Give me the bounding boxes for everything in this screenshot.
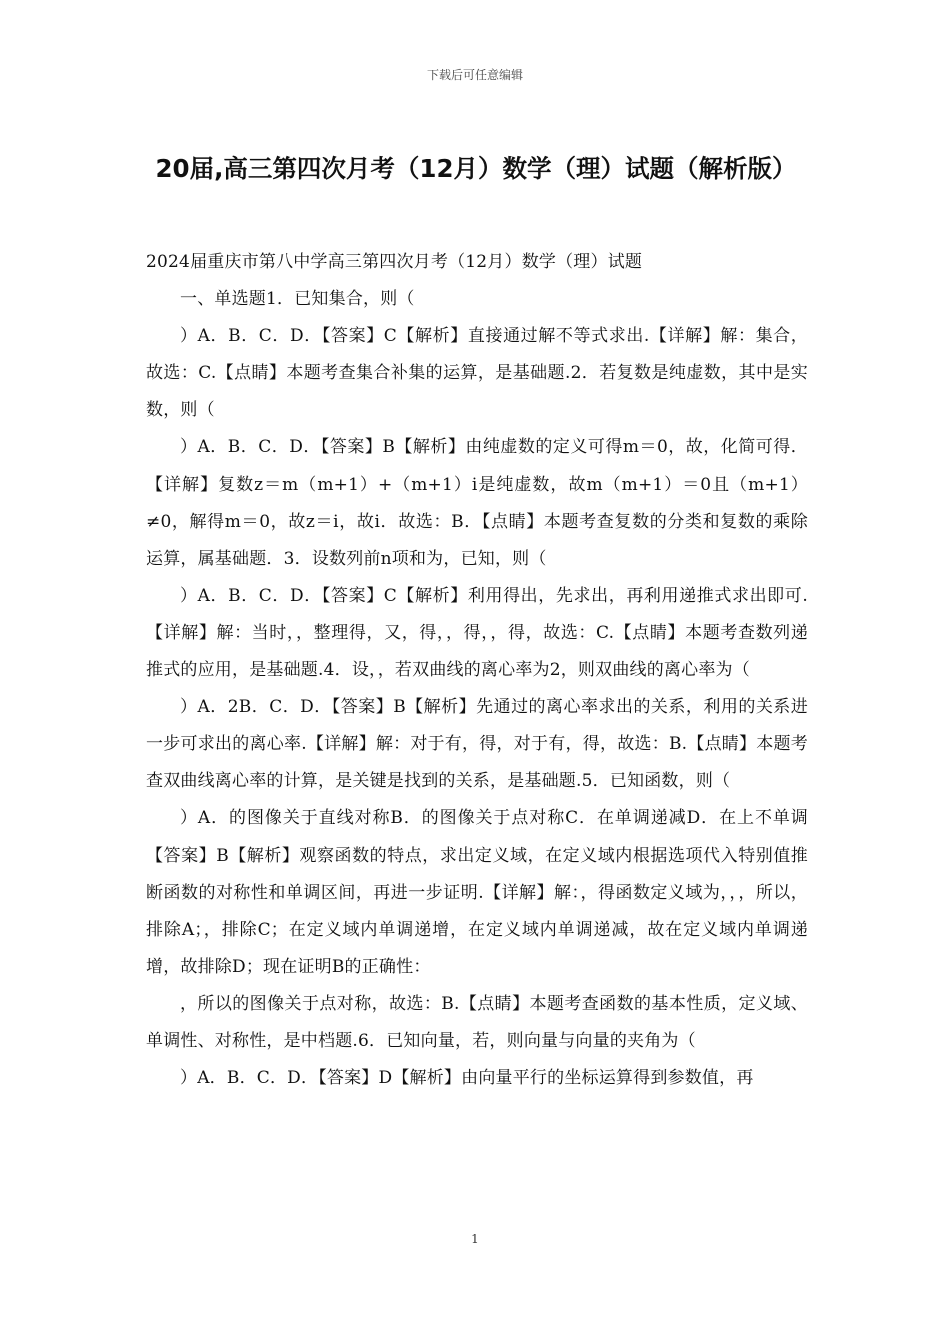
paragraph: ，所以的图像关于点对称，故选：B.【点睛】本题考查函数的基本性质，定义域、单调性、对称性，是中档题.6．已知向量，若，则向量与向量的夹角为（ [146,993,808,1051]
paragraph: ）A．B．C．D．【答案】C【解析】直接通过解不等式求出.【详解】解：集合，故选：C.【点睛】本题考查集合补集的运算，是基础题.2．若复数是纯虚数，其中是实数，则（ [146,326,808,421]
page-number: 1 [471,1232,479,1246]
paragraph: ）A．的图像关于直线对称B．的图像关于点对称C．在单调递减D．在上不单调【答案】B【解析】观察函数的特点，求出定义域，在定义域内根据选项代入特别值推断函数的对称性和单调区间，再进一步证明.【详解】解：，得函数定义域为，，，所以，排除A；，排除C；在定义域内单调递增，在定义域内单调递减，故在定义域内单调递增，故排除D；现在证明B的正确性： [146,808,808,977]
document-title: 20届,高三第四次月考（12月）数学（理）试题（解析版） [155,154,797,183]
paragraph: ）A．B．C．D．【答案】B【解析】由纯虚数的定义可得m＝0，故，化简可得．【详解】复数z＝m（m+1）+（m+1）i是纯虚数，故m（m+1）＝0且（m+1）≠0，解得m＝0，故z＝i，故i．故选：B．【点睛】本题考查复数的分类和复数的乘除运算，属基础题．3．设数列前n项和为，已知，则（ [146,437,808,569]
paragraph: ）A．B．C．D．【答案】D【解析】由向量平行的坐标运算得到参数值，再 [180,1068,754,1089]
paragraph: ）A．B．C．D．【答案】C【解析】利用得出，先求出，再利用递推式求出即可.【详解】解：当时，，整理得，又，得，，得，，得，故选：C.【点睛】本题考查数列递推式的应用，是基础题.4．设，，若双曲线的离心率为2，则双曲线的离心率为（ [146,585,808,681]
document-body [146,244,808,1097]
exam-subtitle: 2024届重庆市第八中学高三第四次月考（12月）数学（理）试题 [146,252,643,272]
paragraph: 一、单选题1．已知集合，则（ [180,289,415,310]
paragraph: ）A．2B．C．D．【答案】B【解析】先通过的离心率求出的关系，利用的关系进一步可求出的离心率.【详解】解：对于有，得，对于有，得，故选：B.【点睛】本题考查双曲线离心率的计算，是关键是找到的关系，是基础题.5．已知函数，则（ [146,697,808,792]
page-header: 下载后可任意编辑 [426,68,523,82]
